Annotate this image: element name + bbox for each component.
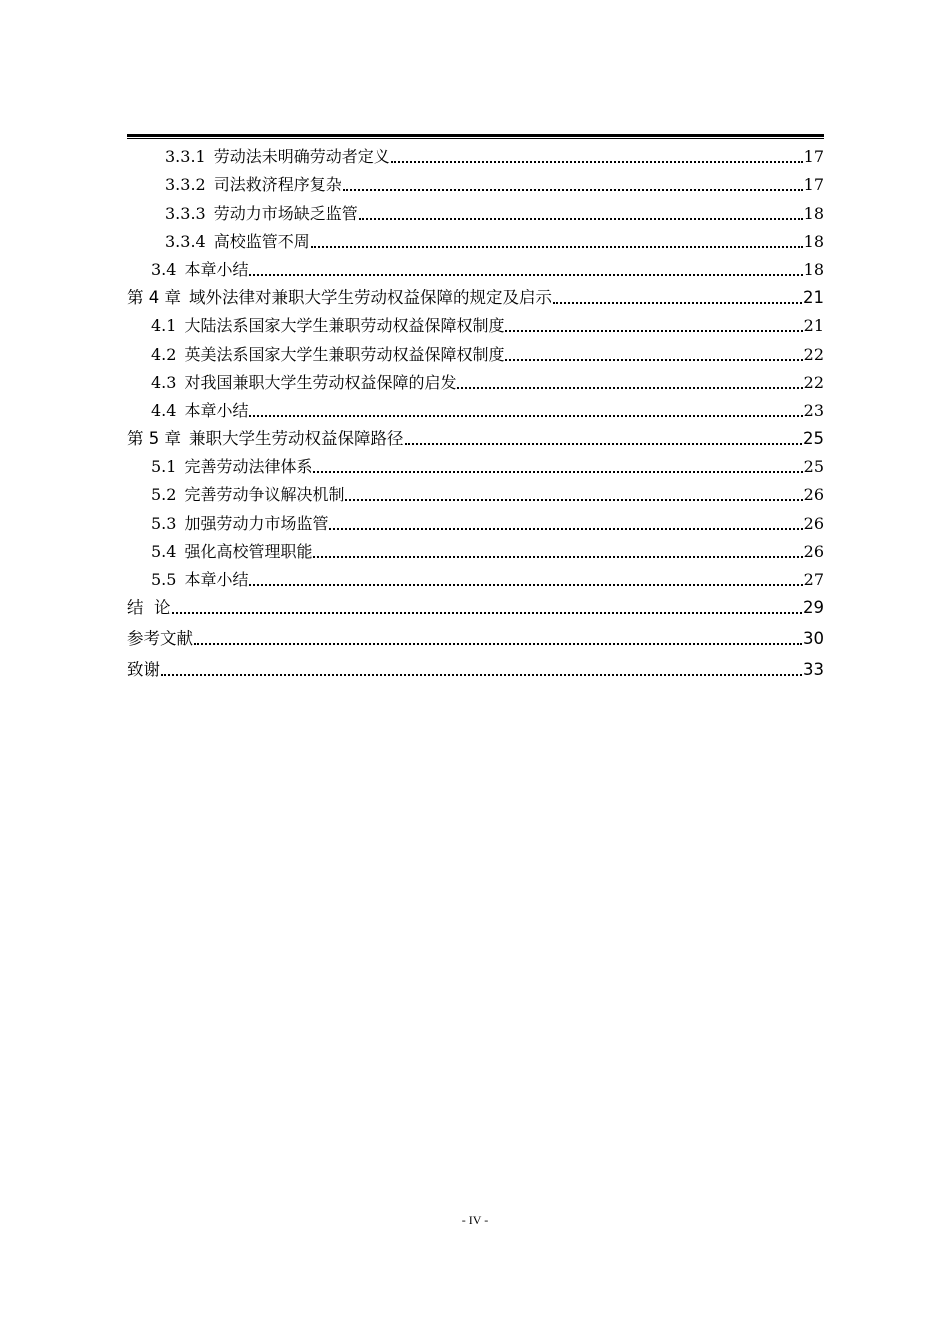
toc-title: 致谢 [127,660,160,680]
toc-title: 域外法律对兼职大学生劳动权益保障的规定及启示 [189,288,552,308]
toc-entry-chapter-5[interactable] [127,421,824,449]
toc-number: 5.1 [151,457,177,477]
toc-number: 5.3 [151,513,177,533]
toc-number: 第 5 章 [127,429,181,449]
toc-number: 3.3.1 [165,147,206,167]
toc-number: 4.4 [151,400,177,420]
toc-title: 劳动法未明确劳动者定义 [213,147,390,167]
toc-page-number: 33 [803,660,824,680]
toc-entry-4-2[interactable] [127,336,824,364]
toc-title: 对我国兼职大学生劳动权益保障的启发 [184,372,457,392]
toc-page-number: 26 [803,541,824,561]
table-of-contents [127,139,824,680]
toc-title: 英美法系国家大学生兼职劳动权益保障权制度 [184,344,505,364]
toc-number: 4.1 [151,316,177,336]
toc-title: 参考文献 [127,629,193,649]
dot-leader [405,425,803,445]
toc-title: 本章小结 [184,570,249,589]
dot-leader [457,369,802,389]
toc-title: 司法救济程序复杂 [213,175,342,195]
toc-page-number: 21 [803,316,824,336]
toc-entry-3-3-4[interactable] [127,224,824,252]
toc-entry-5-3[interactable] [127,505,824,533]
toc-entry-3-3-1[interactable] [127,139,824,167]
dot-leader [161,656,802,676]
toc-entry-5-5[interactable] [127,562,824,590]
toc-number: 3.4 [151,259,177,279]
toc-page-number: 22 [803,372,824,392]
toc-page-number: 25 [803,457,824,477]
dot-leader [505,341,802,361]
toc-entry-3-4[interactable] [127,252,824,280]
toc-page-number: 22 [803,344,824,364]
toc-entry-chapter-4[interactable] [127,280,824,308]
toc-title: 完善劳动法律体系 [184,457,313,477]
toc-page-number: 29 [803,598,824,618]
toc-entry-acknowledgements[interactable] [127,649,824,680]
toc-entry-conclusion[interactable] [127,590,824,618]
toc-page-number: 18 [803,203,824,223]
dot-leader [194,625,802,645]
toc-number: 4.2 [151,344,177,364]
toc-page-number: 17 [803,175,824,195]
toc-entry-5-2[interactable] [127,477,824,505]
toc-page-number: 23 [803,400,824,420]
toc-entry-4-4[interactable] [127,393,824,421]
toc-number: 第 4 章 [127,288,181,308]
toc-page-number: 25 [803,429,824,449]
toc-page-number: 18 [803,259,824,279]
toc-title: 本章小结 [184,400,249,420]
dot-leader [313,538,802,558]
toc-number: 5.4 [151,541,177,561]
toc-page-number: 18 [803,231,824,251]
toc-entry-3-3-2[interactable] [127,167,824,195]
toc-page-number: 17 [803,147,824,167]
toc-page-number: 21 [803,288,824,308]
dot-leader [249,566,802,586]
toc-number: 3.3.2 [165,175,206,195]
dot-leader [391,143,803,163]
toc-page-number: 26 [803,485,824,505]
dot-leader [249,397,802,417]
toc-entry-5-4[interactable] [127,534,824,562]
dot-leader [505,312,802,332]
toc-title: 本章小结 [184,259,249,279]
toc-title: 结 论 [127,598,171,618]
dot-leader [345,481,802,501]
toc-entry-3-3-3[interactable] [127,195,824,223]
toc-title: 加强劳动力市场监管 [184,513,329,533]
toc-number: 5.2 [151,485,177,505]
dot-leader [172,594,803,614]
toc-entry-references[interactable] [127,618,824,649]
dot-leader [249,256,802,276]
dot-leader [311,228,803,248]
dot-leader [553,284,802,304]
dot-leader [313,453,802,473]
toc-entry-4-3[interactable] [127,365,824,393]
toc-page-number: 27 [803,570,824,589]
toc-number: 3.3.3 [165,203,206,223]
page-number-footer: - IV - [461,1213,489,1227]
toc-title: 兼职大学生劳动权益保障路径 [189,429,404,449]
dot-leader [359,200,803,220]
toc-entry-5-1[interactable] [127,449,824,477]
toc-number: 4.3 [151,372,177,392]
toc-title: 高校监管不周 [213,231,310,251]
toc-number: 3.3.4 [165,231,206,251]
dot-leader [343,171,803,191]
toc-page-number: 30 [803,629,824,649]
toc-title: 劳动力市场缺乏监管 [213,203,358,223]
toc-number: 5.5 [151,570,177,589]
toc-title: 完善劳动争议解决机制 [184,485,345,505]
toc-title: 大陆法系国家大学生兼职劳动权益保障权制度 [184,316,505,336]
toc-title: 强化高校管理职能 [184,541,313,561]
dot-leader [329,510,802,530]
toc-page-number: 26 [803,513,824,533]
toc-entry-4-1[interactable] [127,308,824,336]
